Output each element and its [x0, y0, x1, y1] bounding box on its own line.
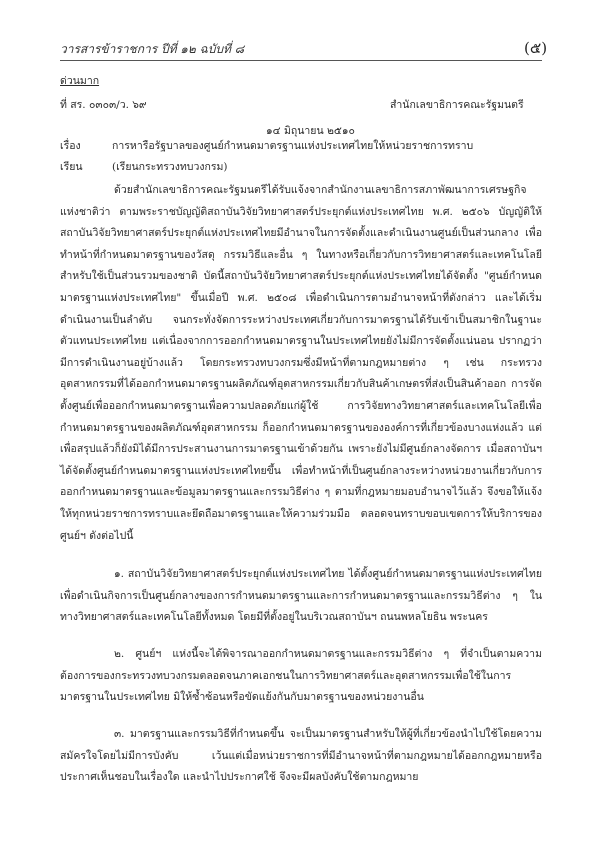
subject-label: เรื่อง	[60, 140, 81, 152]
header-rule	[60, 60, 542, 61]
urgency-label: ด่วนมาก	[60, 75, 100, 87]
subject-text: การหารือรัฐบาลของศูนย์กำหนดมาตรฐานแห่งประเทศไทยให้หน่วยราชการทราบ	[112, 140, 474, 152]
paragraph-intro: ด้วยสำนักเลขาธิการคณะรัฐมนตรีได้รับแจ้งจากสำนักงานเลขาธิการสภาพัฒนาการเศรษฐกิจแห่งชาติว่า ตามพระราชบัญญัติสถาบันวิจัยวิทยาศาสตร์ประยุกต์แห่งประเทศไทย พ.ศ. ๒๕๐๖ บัญญัติให้สถาบันวิจัยวิทยาศาสตร์ประยุกต์แห่งประเทศไทยมีอำนาจในการจัดตั้งและดำเนินงานศูนย์เป็นส่วนกลาง เพื่อทำหน้าที่กำหนดมาตรฐานของวัสดุ กรรมวิธีและอื่น ๆ ในทางหรือเกี่ยวกับการวิทยาศาสตร์และเทคโนโลยีสำหรับใช้เป็นส่วนรวมของชาติ บัดนี้สถาบันวิจัยวิทยาศาสตร์ประยุกต์แห่งประเทศไทยได้จัดตั้ง "ศูนย์กำหนดมาตรฐานแห่งประเทศไทย" ขึ้นเมื่อปี พ.ศ. ๒๕๐๘ เพื่อดำเนินการตามอำนาจหน้าที่ดังกล่าว และได้เริ่มดำเนินงานเป็นลำดับ จนกระทั่งจัดการระหว่างประเทศเกี่ยวกับการมาตรฐานได้รับเข้าเป็นสมาชิกในฐานะตัวแทนประเทศไทย แต่เนื่องจากการออกกำหนดมาตรฐานในประเทศไทยยังไม่มีการจัดตั้งแน่นอน ปรากฏว่ามีการดำเนินงานอยู่บ้างแล้ว โดยกระทรวงทบวงกรมซึ่งมีหน้าที่ตามกฎหมายต่าง ๆ เช่น กระทรวงอุตสาหกรรมที่ได้ออกกำหนดมาตรฐานผลิตภัณฑ์อุตสาหกรรมเกี่ยวกับสินค้าเกษตรที่ส่งเป็นสินค้าออก การจัดตั้งศูนย์เพื่อออกกำหนดมาตรฐานเพื่อความปลอดภัยแก่ผู้ใช้ การวิจัยทางวิทยาศาสตร์และเทคโนโลยีเพื่อกำหนดมาตรฐานของผลิตภัณฑ์อุตสาหกรรม ก็ออกกำหนดมาตรฐานขององค์การที่เกี่ยวข้องบางแห่งแล้ว แต่เพื่อสรุปแล้วก็ยังมิได้มีการประสานงานการมาตรฐานเข้าด้วยกัน เพราะยังไม่มีศูนย์กลางจัดการ เมื่อสถาบันฯ ได้จัดตั้งศูนย์กำหนดมาตรฐานแห่งประเทศไทยขึ้น เพื่อทำหน้าที่เป็นศูนย์กลางระหว่างหน่วยงานเกี่ยวกับการออกกำหนดมาตรฐานและข้อมูลมาตรฐานและกรรมวิธีต่าง ๆ ตามที่กฎหมายมอบอำนาจไว้แล้ว จึงขอให้แจ้งให้ทุกหน่วยราชการทราบและยึดถือมาตรฐานและให้ความร่วมมือ ตลอดจนทราบขอบเขตการให้บริการของศูนย์ฯ ดังต่อไปนี้	[60, 184, 542, 542]
issuing-office: สำนักเลขาธิการคณะรัฐมนตรี	[390, 99, 524, 111]
paragraph-item-3: ๓. มาตรฐานและกรรมวิธีที่กำหนดขึ้น จะเป็นมาตรฐานสำหรับให้ผู้ที่เกี่ยวข้องนำไปใช้โดยความสมัครใจโดยไม่มีการบังคับ เว้นแต่เมื่อหน่วยราชการที่มีอำนาจหน้าที่ตามกฎหมายได้ออกกฎหมายหรือประกาศเห็นชอบในเรื่องใด และนำไปประกาศใช้ จึงจะมีผลบังคับใช้ตามกฎหมาย	[60, 728, 542, 784]
body-paragraph-2	[60, 564, 542, 630]
body-paragraph-4	[60, 724, 542, 790]
paragraph-item-2: ๒. ศูนย์ฯ แห่งนี้จะได้พิจารณาออกกำหนดมาตรฐานและกรรมวิธีต่าง ๆ ที่จำเป็นตามความต้องการของกระทรวงทบวงกรมตลอดจนภาคเอกชนในการวิทยาศาสตร์และอุตสาหกรรมเพื่อใช้ในการมาตรฐานในประเทศไทย มิให้ซ้ำซ้อนหรือขัดแย้งกันกับมาตรฐานของหน่วยงานอื่น	[60, 648, 542, 704]
body-paragraph-3	[60, 644, 542, 710]
paragraph-item-1: ๑. สถาบันวิจัยวิทยาศาสตร์ประยุกต์แห่งประเทศไทย ได้ตั้งศูนย์กำหนดมาตรฐานแห่งประเทศไทย เพื่อดำเนินกิจการเป็นศูนย์กลางของการกำหนดมาตรฐานและการกำหนดมาตรฐานและกรรมวิธีต่าง ๆ ในทางวิทยาศาสตร์และเทคโนโลยีทั้งหมด โดยมีที่ตั้งอยู่ในบริเวณสถาบันฯ ถนนพหลโยธิน พระนคร	[60, 568, 542, 624]
subject-line	[60, 137, 473, 154]
addressee-text: (เรียนกระทรวงทบวงกรม)	[112, 161, 228, 173]
journal-header: วารสารข้าราชการ ปีที่ ๑๒ ฉบับที่ ๘	[60, 42, 245, 56]
addressee-label: เรียน	[60, 161, 83, 173]
document-date: ๑๔ มิถุนายน ๒๕๑๐	[266, 125, 355, 137]
page-number: (๕)	[524, 39, 548, 57]
addressee-line	[60, 158, 228, 175]
reference-number: ที่ สร. ๐๓๐๓/ว. ๖๙	[60, 99, 147, 111]
body-paragraph-1	[60, 180, 542, 542]
